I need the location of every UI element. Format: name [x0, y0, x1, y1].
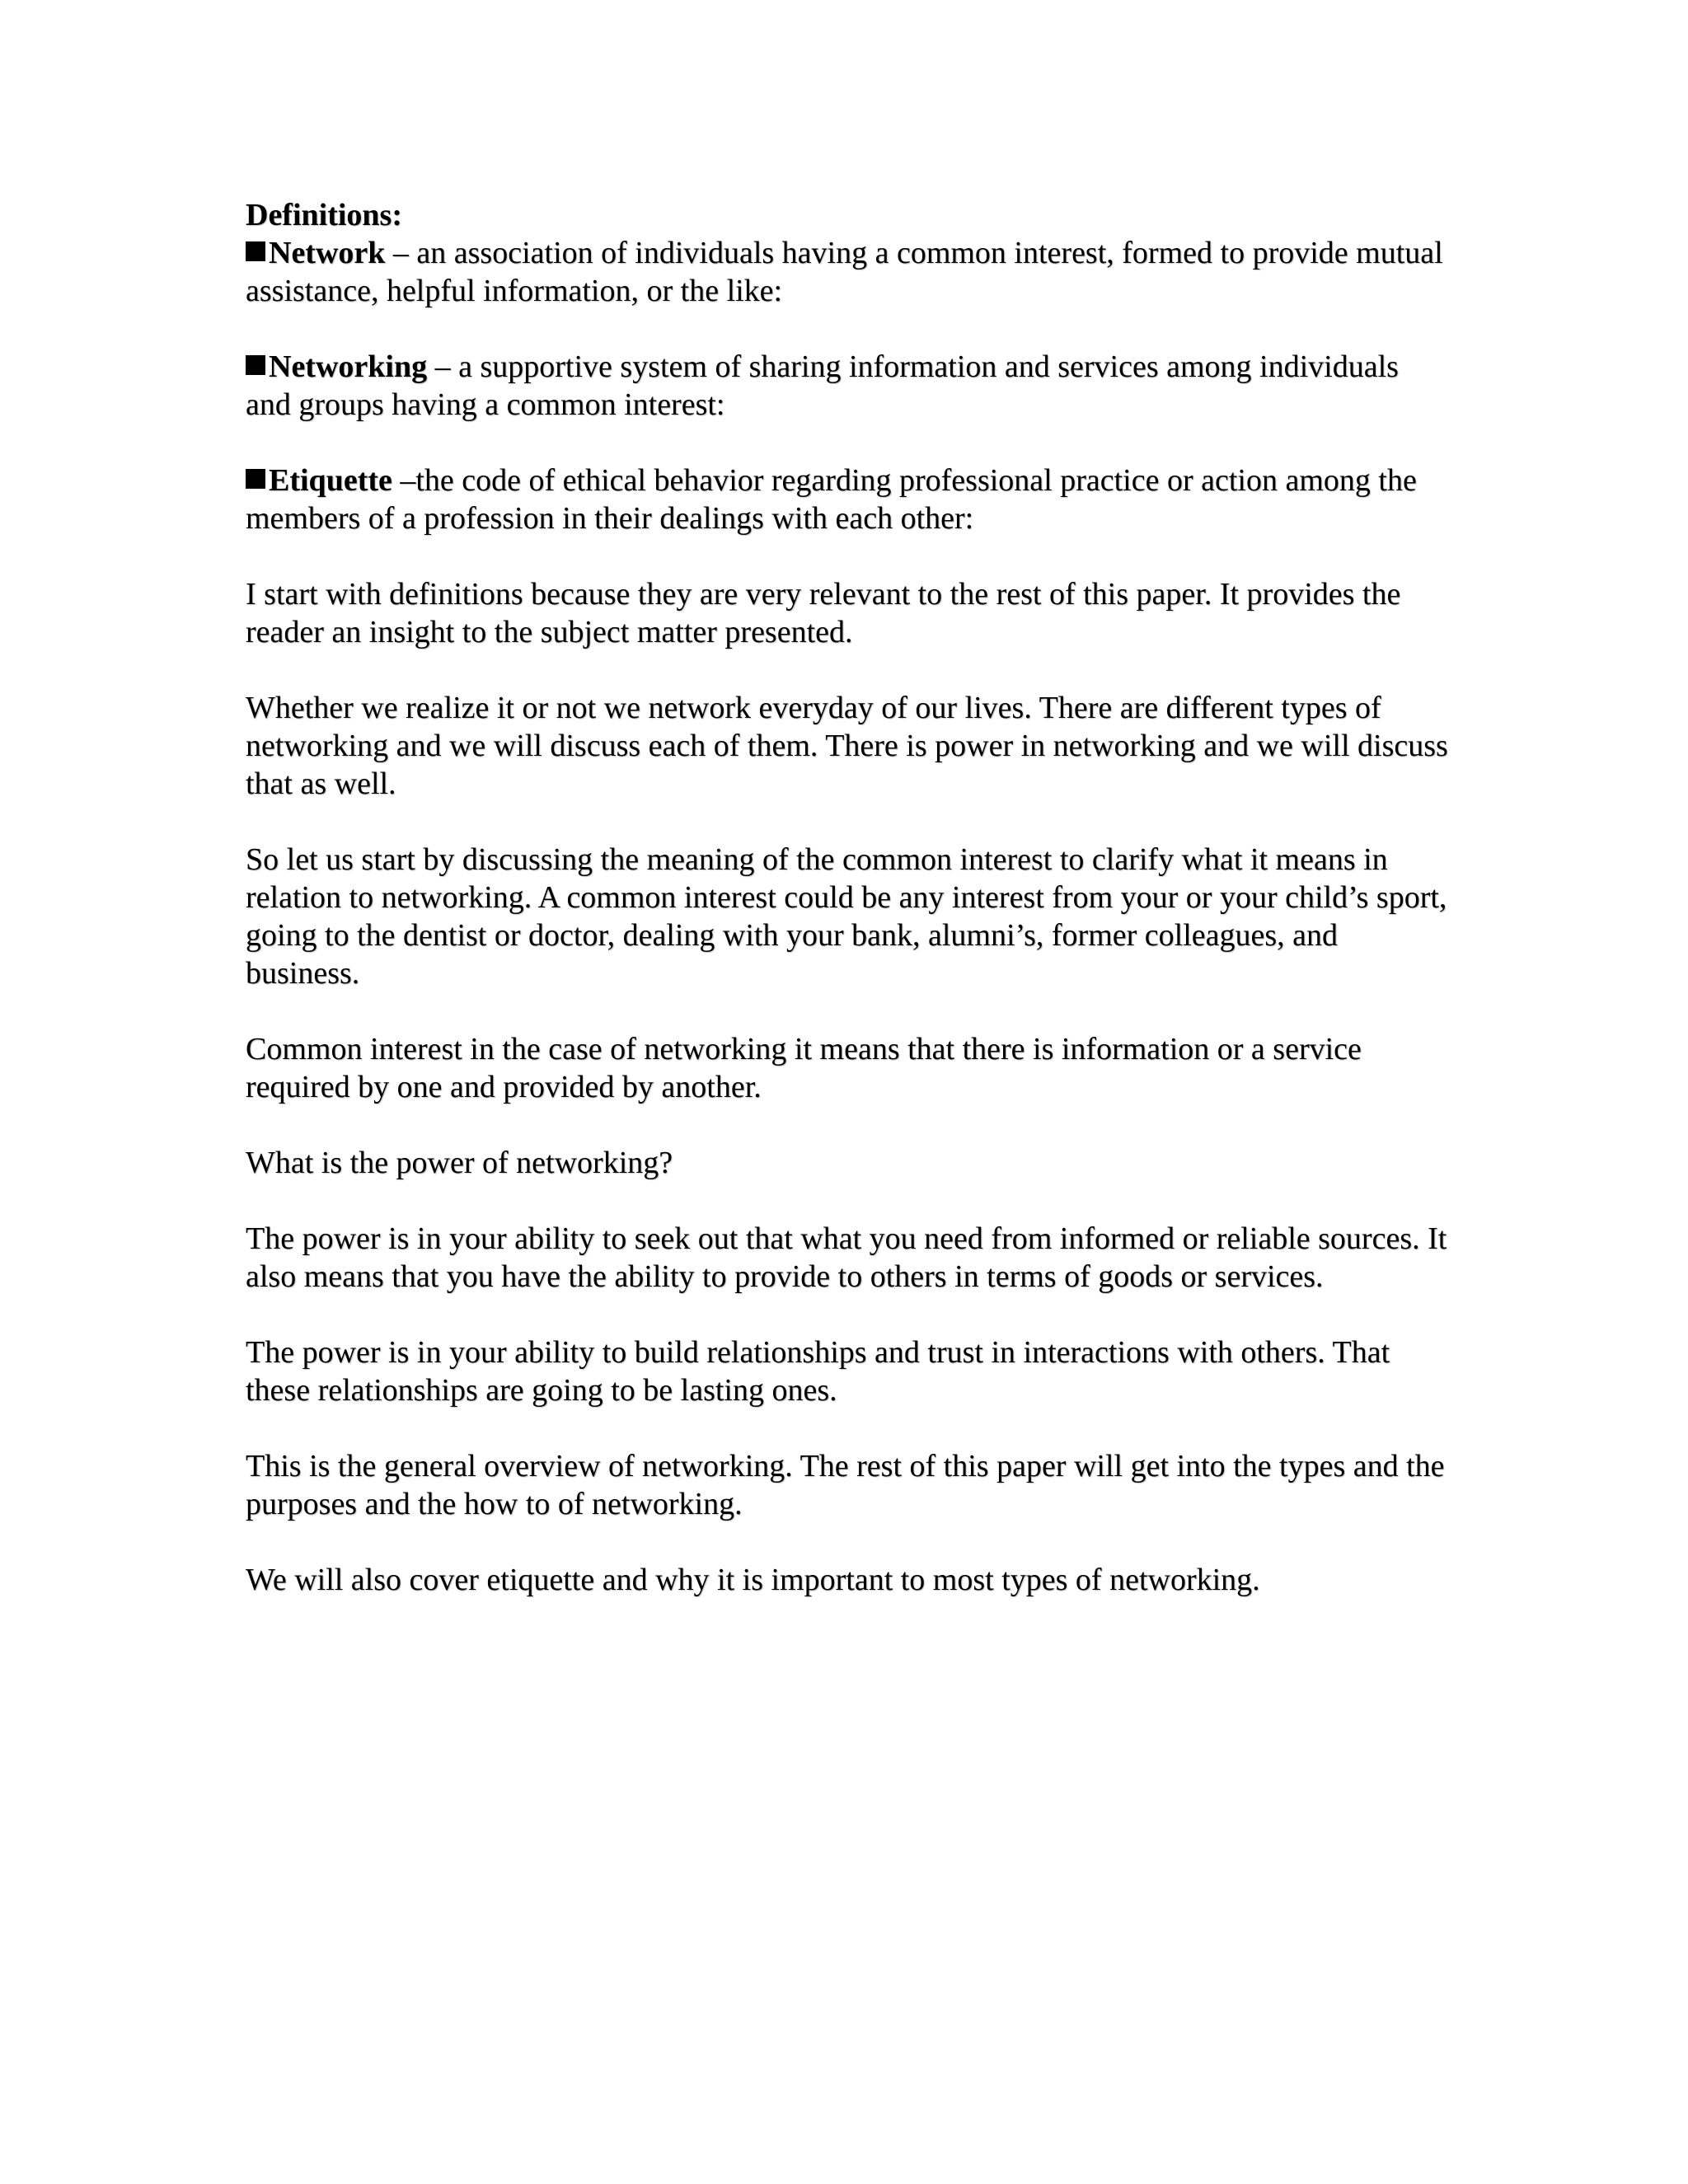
definition-text: – a supportive system of sharing information and services among individuals and groups having a common interest:	[246, 349, 1399, 422]
body-paragraph: Whether we realize it or not we network everyday of our lives. There are different types of networking and we will discuss each of them. There is power in networking and we will discuss that as well.	[246, 691, 1448, 801]
body-paragraph: The power is in your ability to seek out that what you need from informed or reliable sources. It also means that you have the ability to provide to others in terms of goods or services.	[246, 1221, 1447, 1294]
square-bullet-icon	[246, 241, 265, 261]
document-page	[246, 196, 1449, 1637]
body-paragraph: This is the general overview of networking. The rest of this paper will get into the types and the purposes and the how to of networking.	[246, 1449, 1445, 1521]
body-paragraph: The power is in your ability to build relationships and trust in interactions with others. That these relationships are going to be lasting ones.	[246, 1335, 1390, 1408]
definitions-heading: Definitions:	[246, 198, 402, 232]
square-bullet-icon	[246, 469, 265, 489]
body-paragraph-question: What is the power of networking?	[246, 1146, 673, 1180]
body-paragraph: I start with definitions because they are very relevant to the rest of this paper. It provides the reader an insight to the subject matter presented.	[246, 577, 1401, 649]
body-paragraph: We will also cover etiquette and why it is important to most types of networking.	[246, 1563, 1260, 1597]
body-paragraph: Common interest in the case of networking it means that there is information or a service required by one and provided by another.	[246, 1032, 1362, 1104]
definition-etiquette	[246, 462, 1449, 537]
definition-text: –the code of ethical behavior regarding professional practice or action among the members of a profession in their dealings with each other:	[246, 463, 1417, 536]
definition-term: Network	[269, 236, 386, 270]
square-bullet-icon	[246, 355, 265, 375]
body-paragraph: So let us start by discussing the meaning of the common interest to clarify what it means in relation to networking. A common interest could be any interest from your or your child’s sport, going to the dentist or doctor, dealing with your bank, alumni’s, former colleagues, and business.	[246, 842, 1447, 991]
definition-term: Etiquette	[269, 463, 392, 498]
definition-network	[246, 234, 1449, 310]
definition-networking	[246, 348, 1449, 424]
definition-text: – an association of individuals having a common interest, formed to provide mutual assistance, helpful information, or the like:	[246, 236, 1443, 308]
definition-term: Networking	[269, 349, 428, 384]
